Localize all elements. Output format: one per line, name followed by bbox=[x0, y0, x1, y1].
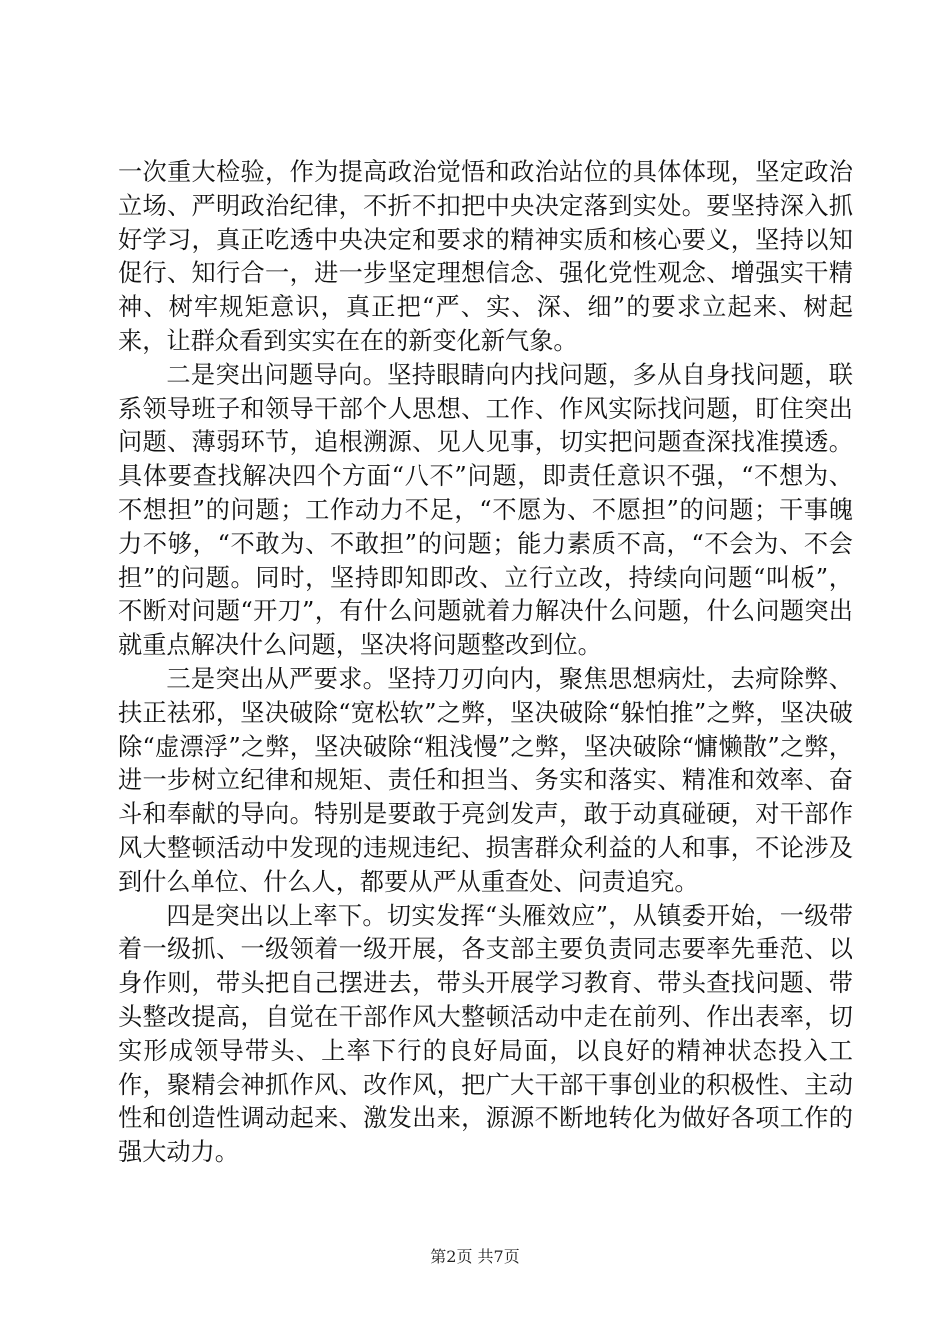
document-body bbox=[118, 156, 853, 1170]
paragraph-3: 三是突出从严要求。坚持刀刃向内，聚焦思想病灶，去疴除弊、扶正祛邪，坚决破除“宽松软”之弊，坚决破除“躲怕推”之弊，坚决破除“虚漂浮”之弊，坚决破除“粗浅慢”之弊，坚决破除“慵懒散”之弊，进一步树立纪律和规矩、责任和担当、务实和落实、精准和效率、奋斗和奉献的导向。特别是要敢于亮剑发声，敢于动真碰硬，对干部作风大整顿活动中发现的违规违纪、损害群众利益的人和事，不论涉及到什么单位、什么人，都要从严从重查处、问责追究。 bbox=[118, 664, 853, 896]
page-number-footer: 第2页 共7页 bbox=[430, 1247, 520, 1266]
paragraph-2: 二是突出问题导向。坚持眼睛向内找问题，多从自身找问题，联系领导班子和领导干部个人思想、工作、作风实际找问题，盯住突出问题、薄弱环节，追根溯源、见人见事，切实把问题查深找准摸透。具体要查找解决四个方面“八不”问题，即责任意识不强，“不想为、不想担”的问题；工作动力不足，“不愿为、不愿担”的问题；干事魄力不够，“不敢为、不敢担”的问题；能力素质不高，“不会为、不会担”的问题。同时，坚持即知即改、立行立改，持续向问题“叫板”，不断对问题“开刀”，有什么问题就着力解决什么问题，什么问题突出就重点解决什么问题，坚决将问题整改到位。 bbox=[118, 360, 853, 660]
paragraph-4: 四是突出以上率下。切实发挥“头雁效应”，从镇委开始，一级带着一级抓、一级领着一级开展，各支部主要负责同志要率先垂范、以身作则，带头把自己摆进去，带头开展学习教育、带头查找问题、带头整改提高，自觉在干部作风大整顿活动中走在前列、作出表率，切实形成领导带头、上率下行的良好局面，以良好的精神状态投入工作，聚精会神抓作风、改作风，把广大干部干事创业的积极性、主动性和创造性调动起来、激发出来，源源不断地转化为做好各项工作的强大动力。 bbox=[118, 901, 853, 1167]
paragraph-1: 一次重大检验，作为提高政治觉悟和政治站位的具体体现，坚定政治立场、严明政治纪律，不折不扣把中央决定落到实处。要坚持深入抓好学习，真正吃透中央决定和要求的精神实质和核心要义，坚持以知促行、知行合一，进一步坚定理想信念、强化党性观念、增强实干精神、树牢规矩意识，真正把“严、实、深、细”的要求立起来、树起来，让群众看到实实在在的新变化新气象。 bbox=[118, 158, 853, 355]
